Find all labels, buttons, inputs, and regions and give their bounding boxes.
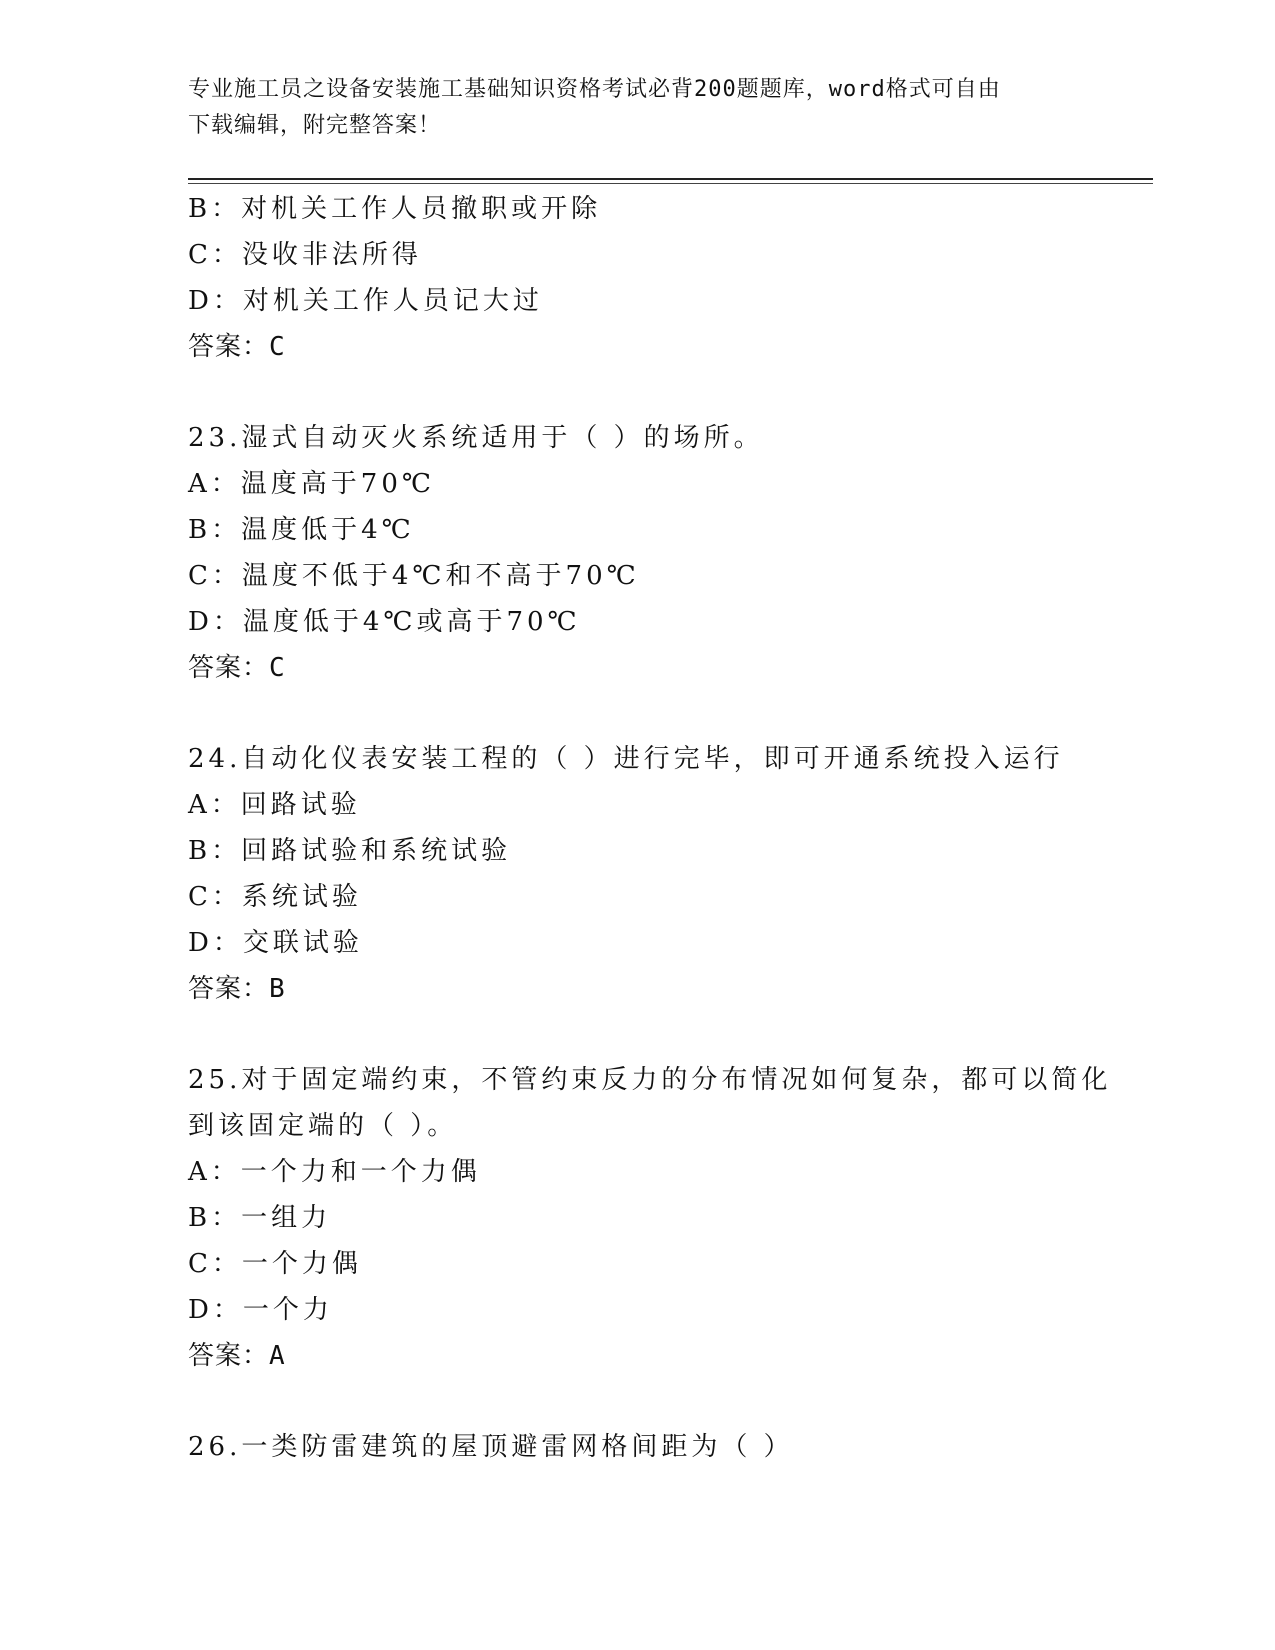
answer-text: 答案：A: [188, 1341, 286, 1371]
option-c: C：温度不低于4℃和不高于70℃: [188, 561, 640, 591]
answer-line: [188, 324, 1088, 370]
option-b: B：对机关工作人员撤职或开除: [188, 194, 602, 224]
question-stem: 23.湿式自动灭火系统适用于（ ）的场所。: [188, 423, 764, 453]
header-divider-thick: [188, 178, 1153, 180]
question-22-continued: [188, 186, 1088, 370]
option-d: D：对机关工作人员记大过: [188, 286, 543, 316]
answer-line: [188, 645, 1088, 691]
spacer: [188, 1012, 1088, 1057]
option-a: A：回路试验: [188, 790, 361, 820]
question-24: [188, 736, 1088, 1012]
question-26: [188, 1424, 1088, 1470]
option-c: C：系统试验: [188, 882, 362, 912]
spacer: [188, 1379, 1088, 1424]
option-d: D：温度低于4℃或高于70℃: [188, 607, 581, 637]
answer-line: [188, 1333, 1088, 1379]
question-stem-line-1: 25.对于固定端约束，不管约束反力的分布情况如何复杂，都可以简化: [188, 1065, 1112, 1095]
question-stem: 26.一类防雷建筑的屋顶避雷网格间距为（ ）: [188, 1432, 794, 1462]
option-c: C：一个力偶: [188, 1249, 362, 1279]
answer-text: 答案：C: [188, 653, 286, 683]
spacer: [188, 370, 1088, 415]
option-b: B：温度低于4℃: [188, 515, 415, 545]
answer-line: [188, 966, 1088, 1012]
question-stem: 24.自动化仪表安装工程的（ ）进行完毕，即可开通系统投入运行: [188, 744, 1064, 774]
document-header: [188, 72, 1068, 144]
header-line-2: 下载编辑，附完整答案！: [188, 113, 442, 138]
option-b: B：回路试验和系统试验: [188, 836, 512, 866]
option-b: B：一组力: [188, 1203, 332, 1233]
header-line-1: 专业施工员之设备安装施工基础知识资格考试必背200题题库，word格式可自由: [188, 77, 1001, 102]
spacer: [188, 691, 1088, 736]
option-c: C：没收非法所得: [188, 240, 422, 270]
header-divider-thin: [188, 183, 1153, 184]
option-d: D：一个力: [188, 1295, 333, 1325]
question-list: [188, 186, 1112, 1470]
question-stem-line-2: 到该固定端的（ ）。: [188, 1111, 458, 1141]
option-d: D：交联试验: [188, 928, 363, 958]
question-25: [188, 1057, 1112, 1379]
answer-text: 答案：B: [188, 974, 286, 1004]
question-23: [188, 415, 1088, 691]
answer-text: 答案：C: [188, 332, 286, 362]
option-a: A：一个力和一个力偶: [188, 1157, 481, 1187]
option-a: A：温度高于70℃: [188, 469, 435, 499]
